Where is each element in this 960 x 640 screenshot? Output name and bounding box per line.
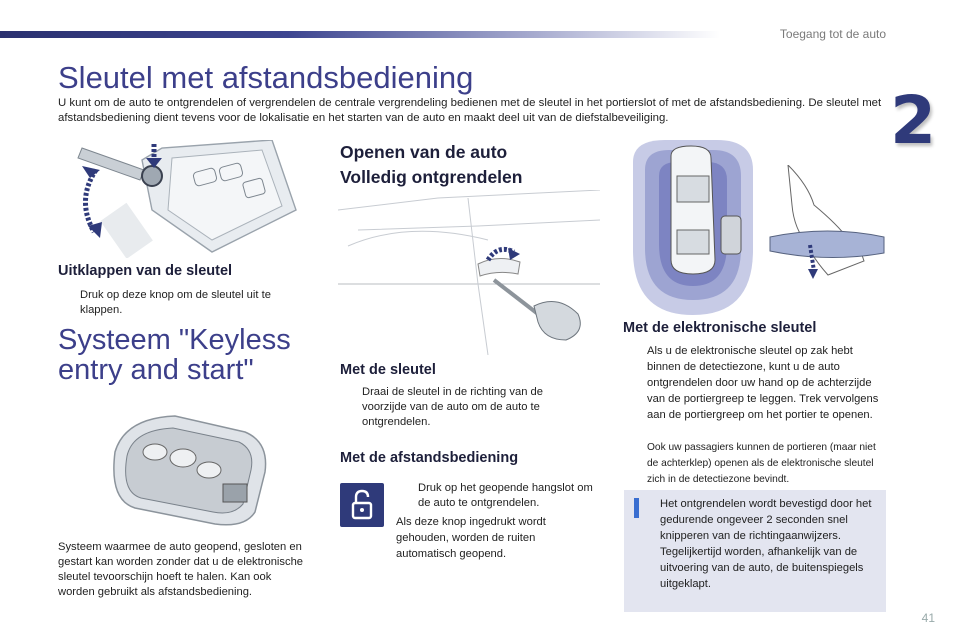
info-text: Het ontgrendelen wordt bevestigd door het gedurende ongeveer 2 seconden snel knipperen van de richtingaanwijzers. Tegelijkertijd worden, afhankelijk van de uitvoering van de auto, de buitenspiegels uitgeklapt. xyxy=(660,498,872,590)
with-remote-extra: Als deze knop ingedrukt wordt gehouden, worden de ruiten automatisch geopend. xyxy=(396,516,546,560)
unlock-padlock-icon xyxy=(340,483,384,527)
with-electronic-key-heading: Met de elektronische sleutel xyxy=(623,320,817,336)
with-remote-heading: Met de afstandsbediening xyxy=(340,450,519,466)
keyless-description: Systeem waarmee de auto geopend, gesloten en gestart kan worden zonder dat u de elektronische sleutel tevoorschijn hoeft te halen. Kan ook worden gebruikt als afstandsbediening. xyxy=(58,541,304,598)
unfold-key-heading: Uitklappen van de sleutel xyxy=(58,263,233,279)
hand-on-handle-illustration xyxy=(768,165,886,290)
door-key-illustration xyxy=(338,190,603,355)
with-key-heading: Met de sleutel xyxy=(340,362,436,378)
with-remote-bullet: Druk op het geopende hangslot om de auto te ontgrendelen. xyxy=(418,482,593,509)
full-unlock-subtitle: Volledig ontgrendelen xyxy=(340,167,523,187)
page-number: 41 xyxy=(921,611,935,625)
chapter-number: 2 xyxy=(890,82,936,159)
keyless-title: Systeem "Keyless entry and start" xyxy=(58,324,291,386)
info-box xyxy=(624,490,886,612)
passengers-note: Ook uw passagiers kunnen de portieren (maar niet de achterklep) openen als de elektronische sleutel zich in de detectiezone bevindt. xyxy=(647,442,876,485)
header-gradient-bar xyxy=(0,31,720,38)
page-title: Sleutel met afstandsbediening xyxy=(58,60,474,95)
with-key-bullet: Draai de sleutel in de richting van de voorzijde van de auto om de auto te ontgrendelen. xyxy=(362,386,543,428)
info-icon xyxy=(634,498,639,518)
intro-paragraph: U kunt om de auto te ontgrendelen of vergrendelen de centrale vergrendeling bedienen met de sleutel in het portierslot of met de afstandsbediening. De sleutel met afstandsbediening dient tevens voor de lokalisatie en het starten van de auto en maakt deel uit van de diefstalbeveiliging. xyxy=(58,97,882,124)
unfold-key-bullet: Druk op deze knop om de sleutel uit te klappen. xyxy=(80,289,271,316)
with-electronic-key-bullet: Als u de elektronische sleutel op zak hebt binnen de detectiezone, kunt u de auto ontgrendelen door uw hand op de achterzijde van de portiergreep te leggen. Trek vervolgens aan de portiergreep om het portier te openen. xyxy=(647,345,879,421)
detection-zone-illustration xyxy=(625,140,760,315)
electronic-key-illustration xyxy=(105,412,275,530)
key-unfold-illustration xyxy=(72,140,302,258)
section-title: Toegang tot de auto xyxy=(779,27,886,41)
open-car-title: Openen van de auto xyxy=(340,142,508,162)
open-car-heading xyxy=(340,140,522,190)
